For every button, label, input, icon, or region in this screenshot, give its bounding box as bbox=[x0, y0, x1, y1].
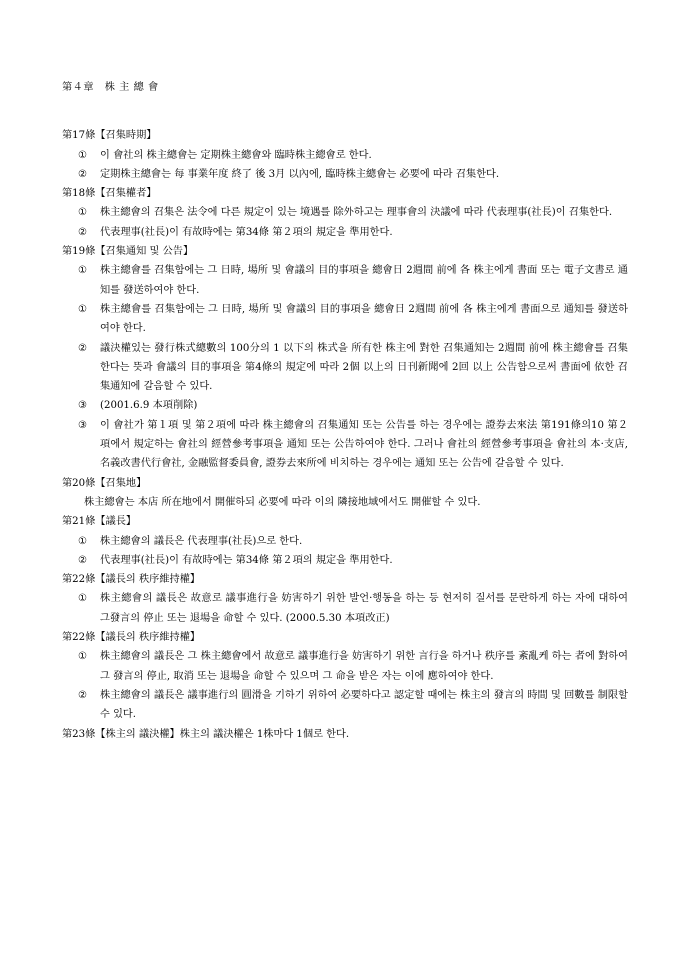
article-item bbox=[62, 416, 628, 474]
article-heading: 第22條【議長의 秩序維持權】 bbox=[62, 632, 201, 644]
article-heading: 第21條【議長】 bbox=[62, 516, 137, 528]
item-number: ① bbox=[78, 303, 88, 315]
article-heading: 第23條【株主의 議決權】株主의 議決權은 1株마다 1個로 한다. bbox=[62, 728, 350, 740]
item-text: 株主總會의 召集은 法令에 다른 規定이 있는 境遇를 除外하고는 理事會의 決議에 따라 代表理事(社長)이 召集한다. bbox=[100, 207, 613, 219]
article-item bbox=[62, 589, 628, 628]
article-item bbox=[62, 203, 628, 222]
item-text: 定期株主總會는 每 事業年度 終了 後 3月 以內에, 臨時株主總會는 必要에 따라 召集한다. bbox=[100, 168, 500, 180]
item-number: ① bbox=[78, 265, 88, 277]
article-item bbox=[62, 261, 628, 300]
article-19 bbox=[62, 242, 628, 474]
item-text: 代表理事(社長)이 有故時에는 第34條 第２項의 規定을 準用한다. bbox=[100, 554, 393, 566]
item-text: 이 會社가 第１項 및 第２項에 따라 株主總會의 召集通知 또는 公告를 하는 경우에는 證券去來法 第191條의10 第２項에서 規定하는 會社의 經營參考事項을 通知 또는 公告하여야 한다. 그러나 會社의 經營參考事項을 會社의 本·支店, 名義改書代行會社, 金融監督委員會, 證券去來所에 비치하는 경우에는 通知 또는 公告에 갈음할 수 있다. bbox=[100, 419, 628, 470]
article-heading: 第19條【召集通知 및 公告】 bbox=[62, 246, 194, 258]
article-item bbox=[62, 532, 628, 551]
item-number: ② bbox=[78, 689, 88, 701]
article-heading: 第18條【召集權者】 bbox=[62, 188, 157, 200]
item-number: ① bbox=[78, 651, 88, 663]
item-text: 代表理事(社長)이 有故時에는 第34條 第２項의 規定을 準用한다. bbox=[100, 226, 393, 238]
item-text: 株主總會의 議長은 그 株主總會에서 故意로 議事進行을 妨害하기 위한 言行을 하거나 秩序를 紊亂케 하는 者에 對하여 그 發言의 停止, 取消 또는 退場을 命할 수 있으며 그 命을 받은 자는 이에 應하여야 한다. bbox=[100, 651, 628, 682]
item-number: ② bbox=[78, 554, 88, 566]
item-number: ① bbox=[78, 207, 88, 219]
article-item bbox=[62, 647, 628, 686]
item-number: ② bbox=[78, 168, 88, 180]
article-item bbox=[62, 146, 628, 165]
article-heading: 第20條【召集地】 bbox=[62, 477, 147, 489]
article-20 bbox=[62, 474, 628, 513]
item-number: ③ bbox=[78, 419, 88, 431]
item-text: 株主總會의 議長은 代表理事(社長)으로 한다. bbox=[100, 535, 303, 547]
article-heading: 第22條【議長의 秩序維持權】 bbox=[62, 574, 201, 586]
article-17 bbox=[62, 126, 628, 184]
article-23 bbox=[62, 725, 628, 744]
item-number: ① bbox=[78, 593, 88, 605]
item-number: ③ bbox=[78, 400, 88, 412]
item-text: 株主總會의 議長은 議事進行의 圓滑을 기하기 위하여 必要하다고 認定할 때에는 株主의 發言의 時間 및 回數를 制限할 수 있다. bbox=[100, 689, 628, 721]
item-number: ① bbox=[78, 535, 88, 547]
item-number: ② bbox=[78, 226, 88, 238]
article-item bbox=[62, 686, 628, 725]
item-text: 이 會社의 株主總會는 定期株主總會와 臨時株主總會로 한다. bbox=[100, 149, 372, 161]
item-text: 株主總會를 召集함에는 그 日時, 場所 및 會議의 目的事項을 總會日 2週間 前에 各 株主에게 書面으로 通知를 發送하여야 한다. bbox=[100, 303, 628, 335]
article-21 bbox=[62, 512, 628, 570]
article-body: 株主總會는 本店 所在地에서 開催하되 必要에 따라 이의 隣接地域에서도 開催할 수 있다. bbox=[84, 496, 481, 508]
item-text: 株主總會를 召集함에는 그 日時, 場所 및 會議의 目的事項을 總會日 2週間 前에 各 株主에게 書面 또는 電子文書로 通知를 發送하여야 한다. bbox=[100, 265, 628, 296]
article-22-amended bbox=[62, 570, 628, 628]
item-text: 議決權있는 發行株式總數의 100分의 1 以下의 株式을 所有한 株主에 對한 召集通知는 2週間 前에 株主總會를 召集한다는 뜻과 會議의 目的事項을 第4條의 規定에 따라 2個 以上의 日刊新聞에 2回 以上 公告함으로써 書面에 依한 召集通知에 갈음할 수 있다. bbox=[100, 342, 628, 393]
chapter-title: 第４章 株 主 總 會 bbox=[62, 82, 159, 93]
item-text: (2001.6.9 本項削除) bbox=[100, 400, 198, 412]
article-item bbox=[62, 300, 628, 339]
item-text: 株主總會의 議長은 故意로 議事進行을 妨害하기 위한 발언·행동을 하는 등 현저히 질서를 문란하게 하는 자에 대하여 그發言의 停止 또는 退場을 命할 수 있다. (2000.5.30 本項改正) bbox=[100, 593, 628, 624]
article-item bbox=[62, 165, 628, 184]
article-22 bbox=[62, 628, 628, 724]
article-heading: 第17條【召集時期】 bbox=[62, 130, 157, 142]
article-item bbox=[62, 339, 628, 397]
item-number: ① bbox=[78, 149, 88, 161]
article-item bbox=[62, 396, 628, 415]
item-number: ② bbox=[78, 342, 88, 354]
document-page bbox=[62, 78, 628, 744]
article-item bbox=[62, 551, 628, 570]
article-item bbox=[62, 223, 628, 242]
article-18 bbox=[62, 184, 628, 242]
